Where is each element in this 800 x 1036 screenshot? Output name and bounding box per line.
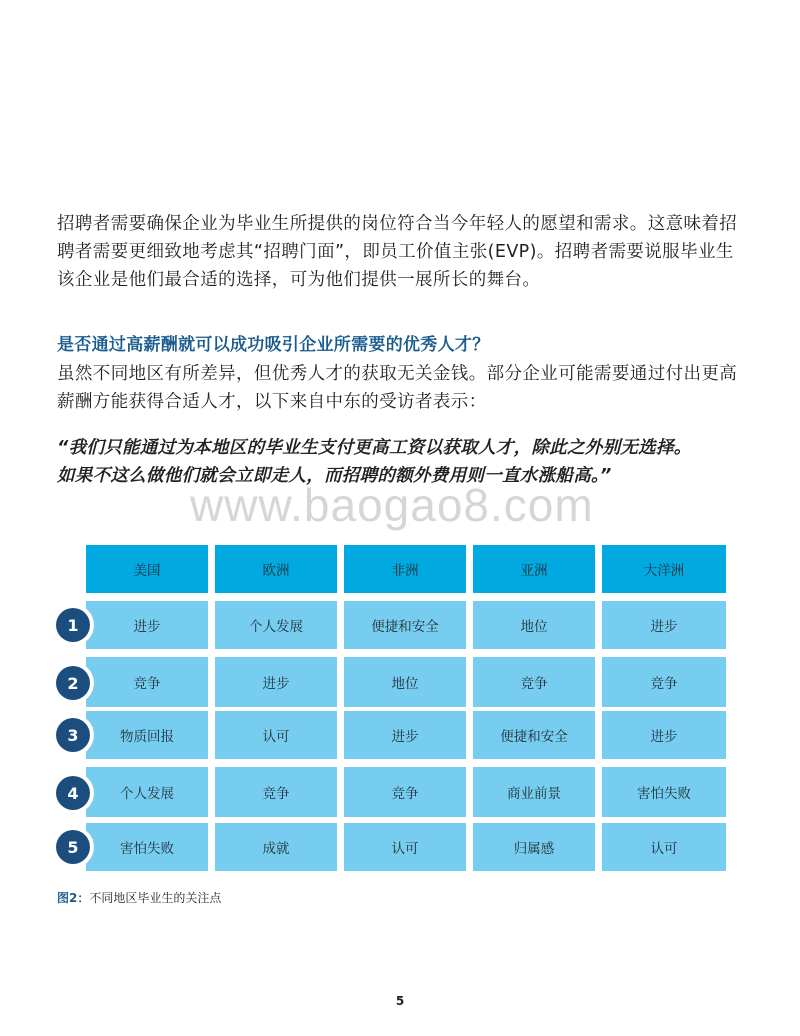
region-concerns-table [56, 545, 728, 875]
quote-line-1: “我们只能通过为本地区的毕业生支付更高工资以获取人才，除此之外别无选择。 [57, 438, 692, 458]
table-cell: 进步 [602, 711, 726, 759]
table-cell: 物质回报 [86, 711, 208, 759]
section-heading: 是否通过高薪酬就可以成功吸引企业所需要的优秀人才？ [57, 335, 490, 355]
table-cell: 害怕失败 [602, 767, 726, 817]
table-cell: 便捷和安全 [344, 601, 466, 649]
table-cell: 竞争 [215, 767, 337, 817]
rank-badge: 2 [56, 666, 90, 700]
table-cell: 成就 [215, 823, 337, 871]
rank-badge: 3 [56, 718, 90, 752]
table-cell: 商业前景 [473, 767, 595, 817]
table-cell: 个人发展 [215, 601, 337, 649]
header-cell: 欧洲 [215, 545, 337, 593]
table-cell: 进步 [602, 601, 726, 649]
figure-caption-text: 不同地区毕业生的关注点 [89, 891, 222, 905]
header-cell: 大洋洲 [602, 545, 726, 593]
table-cell: 认可 [344, 823, 466, 871]
table-cell: 进步 [86, 601, 208, 649]
watermark: www.baogao8.com [190, 479, 594, 531]
table-cell: 害怕失败 [86, 823, 208, 871]
figure-label: 图2： [57, 891, 90, 905]
table-cell: 竞争 [86, 657, 208, 707]
figure-caption [57, 889, 221, 906]
answer-paragraph: 虽然不同地区有所差异，但优秀人才的获取无关金钱。部分企业可能需要通过付出更高薪酬方能获得合适人才，以下来自中东的受访者表示： [57, 364, 738, 412]
rank-badge: 5 [56, 830, 90, 864]
table-cell: 竞争 [602, 657, 726, 707]
header-cell: 非洲 [344, 545, 466, 593]
quote-line-2: 如果不这么做他们就会立即走人，而招聘的额外费用则一直水涨船高。” [57, 466, 612, 486]
header-cell: 亚洲 [473, 545, 595, 593]
intro-paragraph: 招聘者需要确保企业为毕业生所提供的岗位符合当今年轻人的愿望和需求。这意味着招聘者需要更细致地考虑其“招聘门面”，即员工价值主张(EVP)。招聘者需要说服毕业生该企业是他们最合适的选择，可为他们提供一展所长的舞台。 [57, 214, 738, 290]
rank-badge: 1 [56, 608, 90, 642]
table-cell: 竞争 [344, 767, 466, 817]
table-cell: 认可 [602, 823, 726, 871]
page-number: 5 [395, 994, 405, 1008]
table-cell: 地位 [344, 657, 466, 707]
table-cell: 进步 [344, 711, 466, 759]
table-cell: 个人发展 [86, 767, 208, 817]
table-cell: 归属感 [473, 823, 595, 871]
table-cell: 便捷和安全 [473, 711, 595, 759]
table-cell: 进步 [215, 657, 337, 707]
header-cell: 美国 [86, 545, 208, 593]
table-cell: 竞争 [473, 657, 595, 707]
rank-badge: 4 [56, 776, 90, 810]
table-cell: 认可 [215, 711, 337, 759]
table-cell: 地位 [473, 601, 595, 649]
